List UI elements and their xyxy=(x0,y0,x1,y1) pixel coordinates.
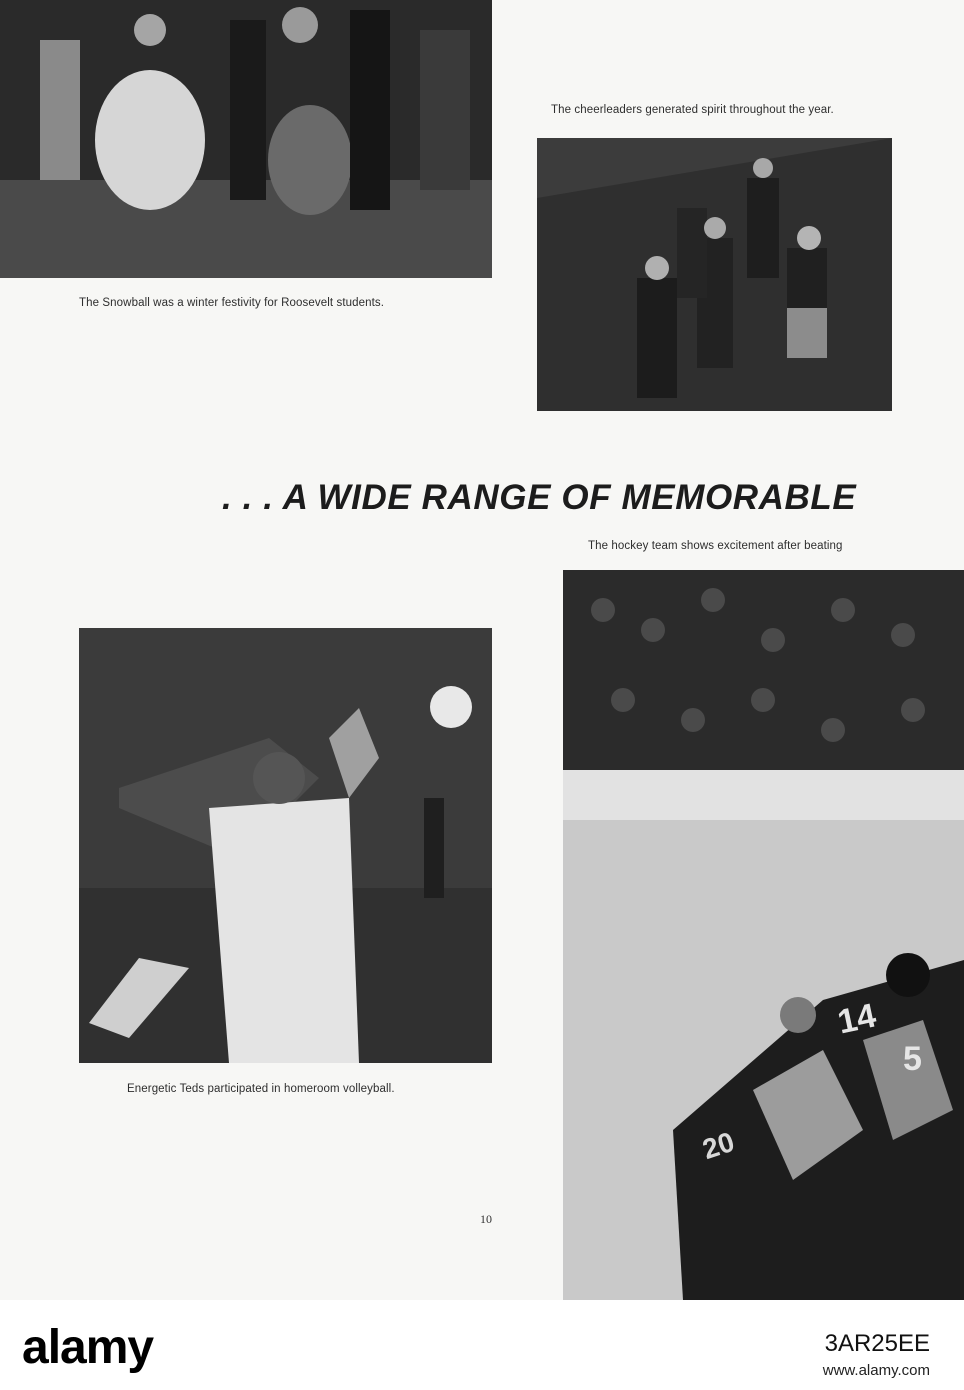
watermark-footer xyxy=(0,1300,964,1390)
volleyball-caption: Energetic Teds participated in homeroom volleyball. xyxy=(127,1083,395,1095)
hockey-caption: The hockey team shows excitement after beating xyxy=(588,540,843,552)
jersey-number-14: 14 xyxy=(834,996,880,1042)
snowball-dance-photo xyxy=(0,0,492,278)
hockey-photo xyxy=(563,570,964,1300)
image-id: 3AR25EE xyxy=(824,1330,930,1357)
cheerleaders-photo xyxy=(537,138,892,411)
footer-url: www.alamy.com xyxy=(822,1362,930,1379)
snowball-caption: The Snowball was a winter festivity for Roosevelt students. xyxy=(79,297,385,309)
page-number: 10 xyxy=(480,1212,492,1226)
alamy-logo: alamy xyxy=(22,1321,154,1374)
volleyball-photo xyxy=(79,628,492,1063)
headline: . . . A WIDE RANGE OF MEMORABLE xyxy=(222,478,857,517)
jersey-number-5: 5 xyxy=(903,1040,922,1078)
jersey-number-20: 20 xyxy=(698,1125,739,1166)
cheerleaders-caption: The cheerleaders generated spirit throughout the year. xyxy=(551,104,834,116)
